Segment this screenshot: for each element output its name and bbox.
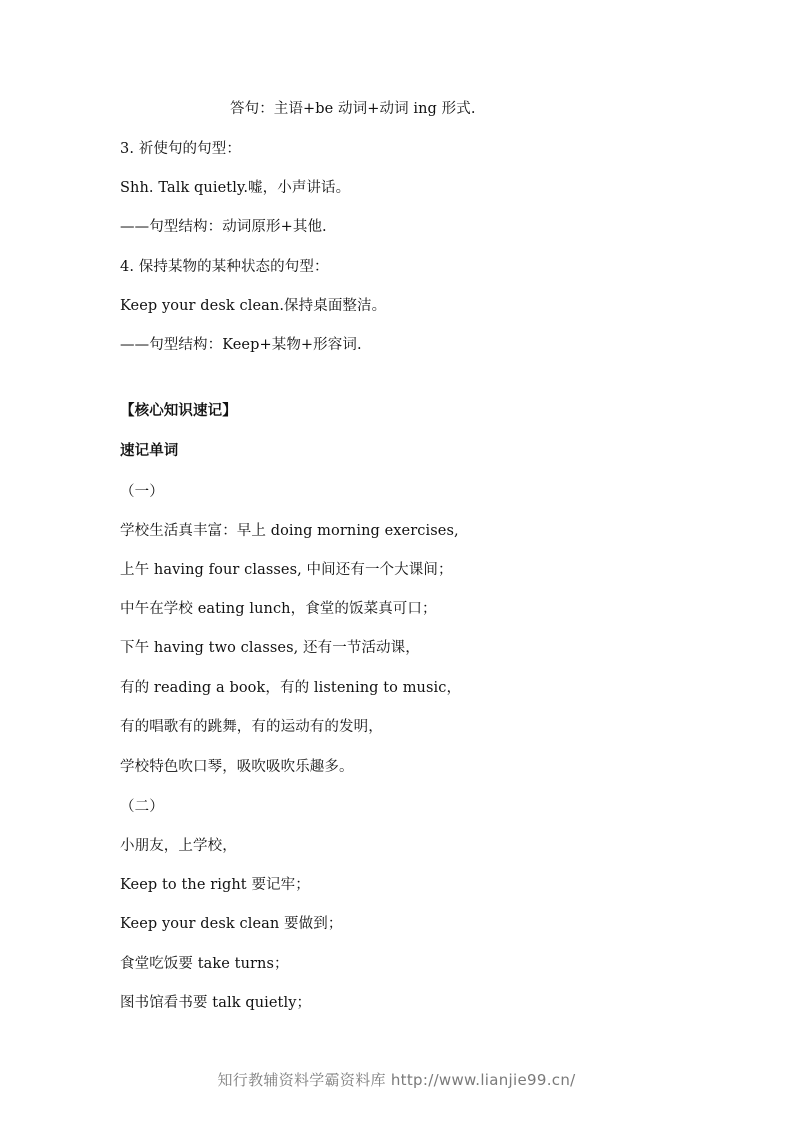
section-3-heading: 3. 祈使句的句型：	[120, 141, 241, 157]
vocab-heading: 速记单词	[120, 443, 179, 459]
section-4-heading: 4. 保持某物的某种状态的句型：	[120, 259, 329, 275]
part-one-label: （一）	[120, 484, 164, 500]
rhyme-line: 图书馆看书要 talk quietly；	[120, 995, 312, 1011]
example-sentence: Keep your desk clean.保持桌面整洁。	[120, 298, 387, 314]
rhyme-line: Keep to the right 要记牢；	[120, 877, 310, 893]
rhyme-line: 食堂吃饭要 take turns；	[120, 956, 289, 972]
example-sentence: Shh. Talk quietly.嘘，小声讲话。	[120, 180, 351, 196]
rhyme-line: 学校生活真丰富：早上 doing morning exercises,	[120, 523, 459, 539]
structure-note: ——句型结构：Keep+某物+形容词.	[120, 337, 362, 353]
core-knowledge-heading: 【核心知识速记】	[120, 403, 237, 419]
rhyme-line: 有的 reading a book，有的 listening to music，	[120, 680, 462, 696]
answer-sentence-pattern: 答句：主语+be 动词+动词 ing 形式.	[230, 101, 476, 117]
rhyme-line: 小朋友，上学校，	[120, 838, 237, 854]
rhyme-line: 下午 having two classes, 还有一节活动课，	[120, 640, 420, 656]
rhyme-line: 学校特色吹口琴，吸吹吸吹乐趣多。	[120, 759, 354, 775]
part-two-label: （二）	[120, 799, 164, 815]
rhyme-line: Keep your desk clean 要做到；	[120, 916, 343, 932]
rhyme-line: 有的唱歌有的跳舞，有的运动有的发明，	[120, 719, 383, 735]
structure-note: ——句型结构：动词原形+其他.	[120, 219, 327, 235]
rhyme-line: 上午 having four classes, 中间还有一个大课间；	[120, 562, 453, 578]
rhyme-line: 中午在学校 eating lunch，食堂的饭菜真可口；	[120, 601, 437, 617]
footer-watermark: 知行教辅资料学霸资料库 http://www.lianjie99.cn/	[217, 1071, 576, 1089]
